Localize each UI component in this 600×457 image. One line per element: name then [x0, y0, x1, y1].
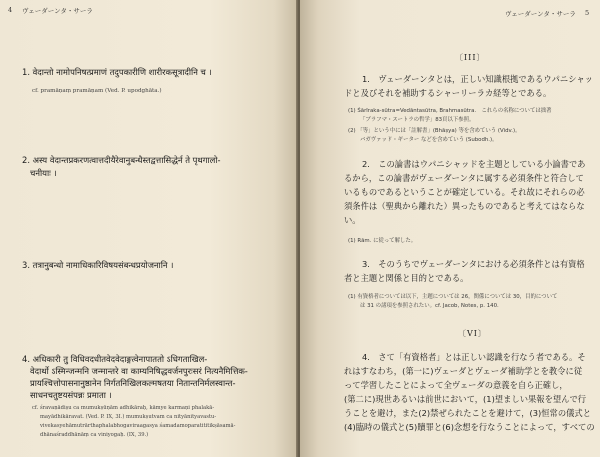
verse-4-line-4: साधनचतुष्टयसंपन्नः प्रमाता ।	[30, 390, 112, 400]
para-1-line-2: ドと及びそれを補助するシャーリーラカ経等とである。	[344, 88, 552, 98]
verse-4-line-3: प्रायश्चित्तोपासनानुष्ठानेन निर्गतनिखिलकल्मषतया नितान्तनिर्मलस्वान्त-	[30, 378, 236, 388]
para-4-line-3: って学習したことによって全ヴェーダの意義を自ら正確し，	[344, 380, 568, 390]
para-1-note-2: 「ブラフマ・スートラの哲学」83頁以下参照。	[360, 117, 475, 123]
section-heading-3: 〔III〕	[455, 53, 486, 62]
verse-2-line-1: 2. अस्य वेदान्तप्रकरणत्वात्तदीयैरेवानुबन्धैस्तद्वत्तासिद्धेर्न ते पृथगालो-	[22, 155, 221, 165]
para-3-note-2: は 31 の諸項を参照されたい。cf. Jacob, Notes, p. 140.	[360, 303, 499, 309]
para-1-line-1: 1. ヴェーダーンタとは，正しい知識根拠であるウパニシャッ	[362, 74, 593, 84]
verse-4-note-line-4: dhānaśraddhānāṃ ca viniyogaḥ. (IX, 39.)	[40, 432, 149, 438]
para-3-note-1: (1) 有資格者については以下，主題については 26，関係については 30，目的について	[348, 294, 558, 300]
verse-4-line-2: वेदार्थो ऽस्मिन्जन्मनि जन्मान्तरे वा काम्यनिषिद्धवर्जनपुरःसरं नित्यनैमित्तिक-	[30, 366, 248, 376]
para-1-note-3: (2) 「等」という中には「註解書」(Bhāṣya) 等を含めていう (Vidv.)。	[348, 128, 521, 134]
right-page	[300, 0, 600, 457]
para-2-line-1: 2. この論書はウパニシャッドを主題としている小論書であ	[362, 159, 586, 169]
verse-1-note: cf. pramāṇaṃ pramāṇam (Ved. P. upodghāta.)	[32, 88, 162, 94]
left-page-number: 4	[8, 6, 13, 14]
para-2-line-3: いるものであるということが確定している。それ故にそれらの必	[344, 187, 585, 197]
right-running-head: ヴェーダーンタ・サーラ	[505, 10, 576, 18]
para-2-line-5: い。	[344, 215, 361, 225]
para-2-line-4: 須条件は（聖典から離れた）異ったものであると考えてはならな	[344, 201, 585, 211]
para-3-line-2: 者と主題と関係と目的とである。	[344, 273, 469, 283]
verse-2-line-2: चनीयाः ।	[30, 168, 57, 178]
left-running-head: ヴェーダーンタ・サーラ	[22, 7, 93, 15]
para-3-line-1: 3. そのうちでヴェーダーンタにおける必須条件とは有資格	[362, 259, 585, 269]
para-4-line-6: (4)臨時の儀式と(5)贖罪と(6)念想を行なうことによって，すべての	[344, 422, 595, 432]
verse-4-note-line-1: cf. śravaṇādiṣu ca mumukṣūṇām adhikāraḥ, kāmye karmaṇi phalakā-	[32, 405, 215, 411]
para-1-note-1: (1) Śārīraka-sūtra=Vedāntasūtra, Brahmasūtra. これらの名称については拙著	[348, 108, 552, 114]
para-2-note: (1) Rām. に従って解した。	[348, 238, 417, 244]
para-4-line-2: れはすなわち，(第一に)ヴェーダとヴェーダ補助学とを教令に従	[344, 366, 583, 376]
para-1-note-4: バガヴァッド・ギーター などを含めていう (Subodh.)。	[360, 137, 498, 143]
verse-1: 1. वेदान्तो नामोपनिषत्प्रमाणं तदुपकारीणि शारीरकसूत्रादीनि च ।	[22, 67, 212, 77]
para-4-line-1: 4. さて「有資格者」とは正しい認識を行なう者である。そ	[362, 352, 586, 362]
verse-4-note-line-2: mayādhikāravat. (Ved. P. IX, 3I.) mumukṣutvam ca nityānityavastu-	[40, 414, 217, 420]
para-4-line-4: (第二に)現世あるいは前世において，(1)望ましい果報を望んで行	[344, 394, 587, 404]
section-heading-6: 〔VI〕	[458, 329, 487, 338]
verse-4-line-1: 4. अधिकारी तु विधिवदधीतवेदवेदाङ्गत्वेनापाततो ऽधिगताखिल-	[22, 354, 208, 364]
verse-3: 3. तत्रानुबन्धो नामाधिकारिविषयसंबन्धप्रयोजनानि ।	[22, 260, 174, 270]
right-page-number: 5	[585, 9, 590, 17]
para-2-line-2: るから，この論書がヴェーダーンタに属する必須条件と符合して	[344, 173, 584, 183]
verse-4-note-line-3: vivekasyehāmutrārthaphalabhogaviraagasya śamadamoparatititikṣāsamā-	[40, 423, 236, 429]
left-page	[0, 0, 298, 457]
para-4-line-5: うことを避け，また(2)禁ぜられたことを避けて，(3)恒常の儀式と	[344, 408, 592, 418]
